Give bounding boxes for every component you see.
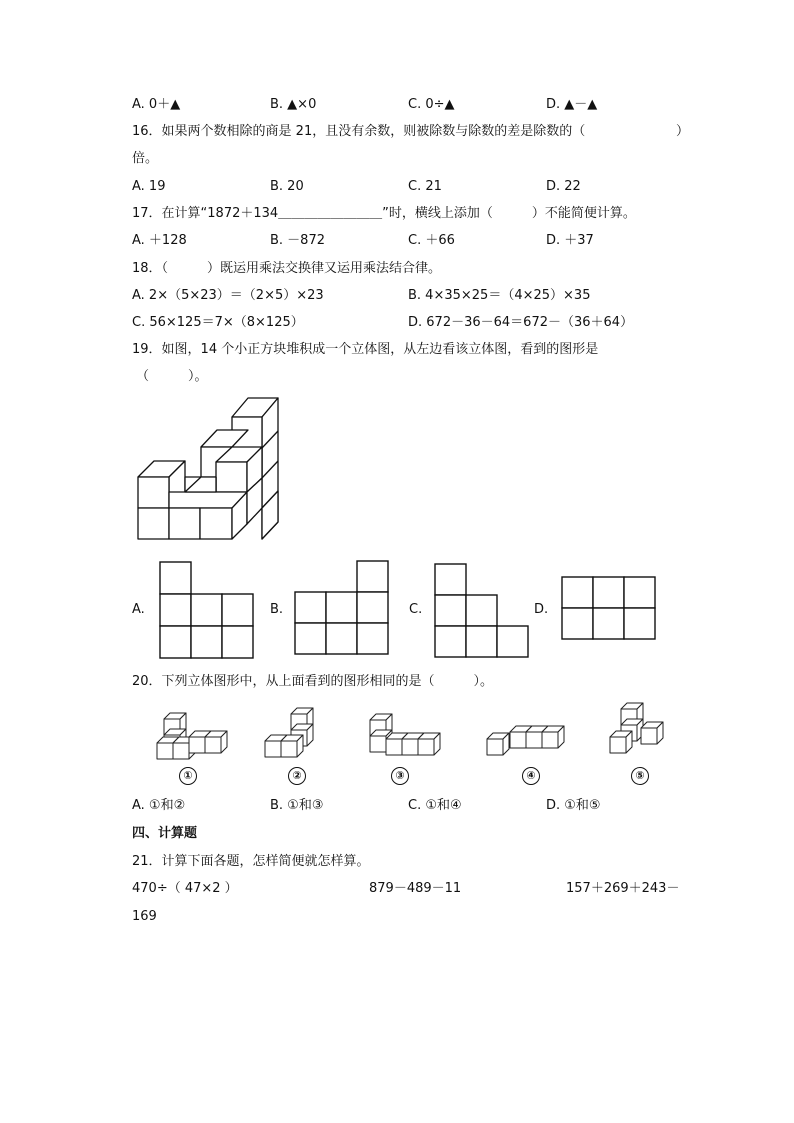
q16-option-c: C. 21	[408, 179, 442, 194]
q15-option-a: A. 0＋▲	[132, 97, 181, 112]
q19-option-d-label: D.	[534, 602, 549, 617]
q20-label-2: ②	[288, 767, 306, 785]
q19-option-c-label: C.	[409, 602, 423, 617]
q20-label-1: ①	[179, 767, 197, 785]
q18-option-b: B. 4×35×25＝（4×25）×35	[408, 288, 591, 303]
q20-figure-1	[157, 713, 227, 759]
q20-option-d: D. ①和⑤	[546, 798, 601, 813]
q20-label-3: ③	[391, 767, 409, 785]
section-4-title: 四、计算题	[132, 826, 198, 841]
q16-option-b: B. 20	[270, 179, 304, 194]
q17-option-a: A. ＋128	[132, 233, 187, 248]
q20-figure-3	[370, 714, 440, 755]
q20-stem: 20．下列立体图形中，从上面看到的图形相同的是（ ）。	[132, 674, 494, 689]
q18-option-c: C. 56×125＝7×（8×125）	[132, 315, 304, 330]
q19-option-a-label: A.	[132, 602, 145, 617]
q17-stem: 17．在计算“1872＋134＿＿＿＿＿＿＿＿”时，横线上添加（ ）不能简便计算。	[132, 206, 636, 221]
q15-option-b: B. ▲×0	[270, 97, 317, 112]
q15-option-d: D. ▲－▲	[546, 97, 598, 112]
q18-option-a: A. 2×（5×23）＝（2×5）×23	[132, 288, 324, 303]
q16-option-a: A. 19	[132, 179, 166, 194]
q16-option-d: D. 22	[546, 179, 581, 194]
q16-stem-continued: 倍。	[132, 151, 159, 166]
q17-option-b: B. －872	[270, 233, 325, 248]
q20-option-b: B. ①和③	[270, 798, 324, 813]
q15-option-c: C. 0÷▲	[408, 97, 455, 112]
q16-stem: 16．如果两个数相除的商是 21，且没有余数，则被除数与除数的差是除数的（	[132, 124, 586, 139]
q20-option-a: A. ①和②	[132, 798, 186, 813]
q21-expression-1: 470÷（ 47×2 ）	[132, 881, 238, 896]
q20-label-4: ④	[522, 767, 540, 785]
q19-stem: 19．如图，14 个小正方块堆积成一个立体图，从左边看该立体图，看到的图形是	[132, 342, 599, 357]
q21-expression-3-continued: 169	[132, 909, 157, 924]
q17-option-c: C. ＋66	[408, 233, 455, 248]
q19-option-b-label: B.	[270, 602, 284, 617]
q18-stem: 18．（ ）既运用乘法交换律又运用乘法结合律。	[132, 261, 442, 276]
q20-figure-4	[487, 726, 564, 755]
q17-option-d: D. ＋37	[546, 233, 594, 248]
q19-stem-continued: （ ）。	[136, 369, 208, 384]
q16-close-paren: ）	[676, 124, 690, 139]
q20-figure-2	[265, 708, 313, 757]
q21-expression-2: 879－489－11	[369, 881, 462, 896]
q20-label-5: ⑤	[631, 767, 649, 785]
q20-option-c: C. ①和④	[408, 798, 462, 813]
q20-figure-5	[610, 703, 663, 753]
q18-option-d: D. 672－36－64＝672－（36＋64）	[408, 315, 634, 330]
q21-expression-3: 157＋269＋243－	[566, 881, 680, 896]
q21-stem: 21．计算下面各题，怎样简便就怎样算。	[132, 854, 370, 869]
